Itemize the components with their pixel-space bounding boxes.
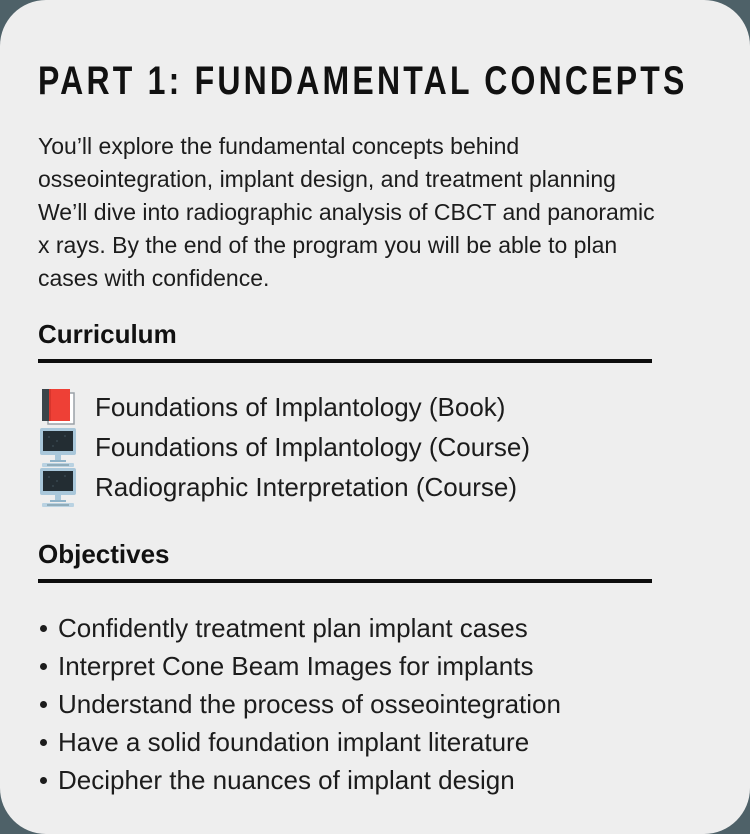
curriculum-item-label: Foundations of Implantology (Course) bbox=[95, 431, 531, 462]
objectives-section bbox=[38, 539, 700, 799]
curriculum-heading: Curriculum bbox=[38, 319, 177, 349]
objective-item bbox=[38, 723, 700, 761]
curriculum-item bbox=[38, 467, 700, 507]
objective-item bbox=[38, 647, 700, 685]
curriculum-section bbox=[38, 319, 700, 507]
intro-line: We’ll dive into radiographic analysis of CBCT and panoramic bbox=[38, 199, 655, 225]
objective-item bbox=[38, 685, 700, 723]
curriculum-item-label: Foundations of Implantology (Book) bbox=[95, 391, 506, 422]
curriculum-item-label: Radiographic Interpretation (Course) bbox=[95, 471, 517, 502]
book-icon bbox=[38, 387, 78, 427]
intro-paragraph bbox=[38, 130, 700, 295]
bullet-dot bbox=[40, 777, 47, 784]
page-title: PART 1: FUNDAMENTAL CONCEPTS bbox=[38, 59, 688, 103]
objectives-heading: Objectives bbox=[38, 539, 170, 569]
intro-line: osseointegration, implant design, and treatment planning bbox=[38, 166, 616, 192]
curriculum-item bbox=[38, 387, 700, 427]
objectives-list bbox=[38, 609, 700, 799]
objective-label: Have a solid foundation implant literature bbox=[58, 727, 530, 757]
objective-label: Confidently treatment plan implant cases bbox=[58, 613, 528, 643]
bullet-dot bbox=[40, 701, 47, 708]
monitor-icon bbox=[38, 427, 78, 467]
bullet-dot bbox=[40, 663, 47, 670]
curriculum-item bbox=[38, 427, 700, 467]
curriculum-list bbox=[38, 387, 700, 507]
intro-line: You’ll explore the fundamental concepts behind bbox=[38, 133, 520, 159]
objective-label: Understand the process of osseointegration bbox=[58, 689, 561, 719]
curriculum-divider bbox=[38, 359, 652, 363]
bullet-dot bbox=[40, 625, 47, 632]
objective-label: Interpret Cone Beam Images for implants bbox=[58, 651, 534, 681]
bullet-dot bbox=[40, 739, 47, 746]
objective-item bbox=[38, 761, 700, 799]
objectives-divider bbox=[38, 579, 652, 583]
objective-item bbox=[38, 609, 700, 647]
monitor-icon bbox=[38, 467, 78, 507]
intro-line: x rays. By the end of the program you will be able to plan bbox=[38, 232, 618, 258]
objective-label: Decipher the nuances of implant design bbox=[58, 765, 515, 795]
intro-line: cases with confidence. bbox=[38, 265, 270, 291]
